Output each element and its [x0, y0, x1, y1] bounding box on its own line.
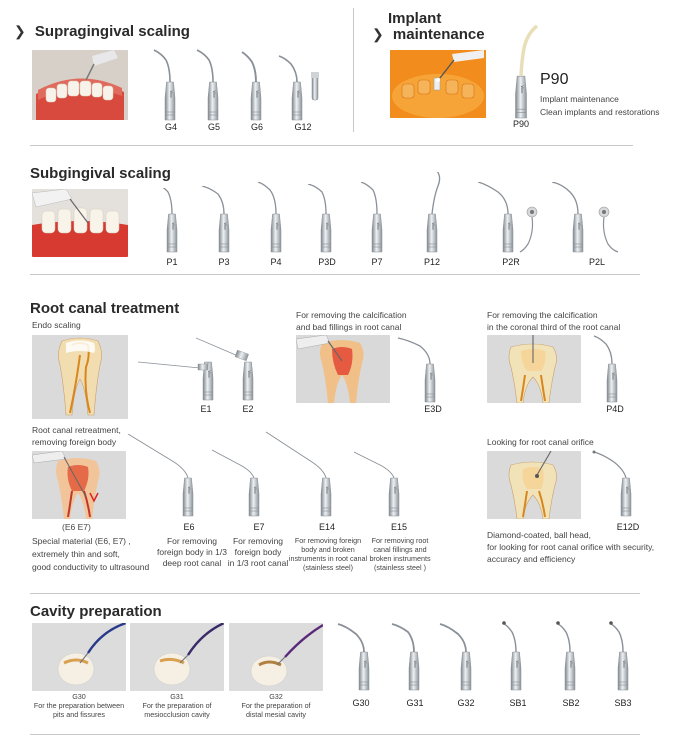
tip-p3d-label: P3D	[318, 257, 336, 267]
coronal-tooth-photo	[487, 335, 581, 403]
tip-p2r-image	[476, 182, 548, 256]
tip-g32-label: G32	[457, 698, 475, 708]
tip-p4d-label: P4D	[606, 404, 624, 414]
tip-p1-image	[154, 188, 186, 256]
e7-desc	[222, 536, 294, 569]
tip-e12d-image	[590, 446, 640, 520]
section-divider-vertical	[353, 8, 354, 132]
subgingival-photo	[32, 189, 128, 257]
cavity-caption-g31	[130, 692, 224, 719]
tip-p4d-image	[590, 332, 634, 406]
e7-desc-3: in 1/3 root canal	[227, 558, 289, 568]
e15-desc-1: For removing root	[371, 536, 429, 545]
retreat-tooth-photo	[32, 451, 126, 519]
tip-p90-image	[507, 22, 539, 122]
tip-p12-label: P12	[423, 257, 440, 267]
implant-desc-1: Implant maintenance	[540, 94, 619, 104]
e15-desc-2: canal fillings and	[373, 545, 427, 554]
tip-g4-image	[150, 48, 186, 124]
endo-tooth-photo	[32, 335, 128, 419]
tip-g4-label: G4	[164, 122, 177, 132]
implant-heading-line2	[372, 26, 485, 43]
tip-g6-image	[236, 48, 272, 124]
tip-g30-image	[336, 618, 376, 694]
e14-desc-1: For removing foreign	[294, 536, 362, 545]
implant-title-line2: maintenance	[392, 26, 485, 43]
tip-g12-image	[275, 48, 327, 124]
tip-p2r-label: P2R	[502, 257, 520, 267]
cavity-caption-g30-line1: For the preparation between	[33, 701, 125, 710]
material-line2: Special material (E6, E7) ,	[32, 536, 131, 546]
e15-desc-4: (stainless steel )	[374, 563, 426, 572]
orifice-note: Looking for root canal orifice	[487, 437, 594, 447]
section-divider	[30, 145, 633, 146]
section-divider	[30, 593, 640, 594]
implant-photo	[390, 50, 486, 118]
tip-p2l-image	[550, 182, 622, 256]
tip-p3d-image	[304, 184, 340, 256]
tip-e15-image	[352, 450, 408, 520]
tip-g5-image	[193, 48, 229, 124]
cavity-caption-g30-tip: G30	[72, 692, 86, 701]
tip-p4-image	[254, 182, 290, 256]
tip-e7-label: E7	[253, 522, 265, 532]
e14-desc-3: instruments in root canal	[288, 554, 368, 563]
tip-p90-label: P90	[512, 119, 529, 129]
tip-p1-label: P1	[166, 257, 178, 267]
e6-desc-2: foreign body in 1/3	[157, 547, 227, 557]
tip-e3d-label: E3D	[424, 404, 442, 414]
cavity-caption-g31-line1: For the preparation of	[142, 701, 212, 710]
tip-e7-image	[210, 446, 266, 520]
retreat-line1: Root canal retreatment,	[32, 425, 121, 435]
e6-desc-3: deep root canal	[162, 558, 222, 568]
tip-g5-label: G5	[207, 122, 220, 132]
chevron-right-icon: ❯	[372, 26, 384, 42]
e14-desc	[288, 536, 368, 572]
tip-p2l-label: P2L	[588, 257, 605, 267]
tip-e14-image	[262, 430, 338, 520]
supragingival-title: Supragingival scaling	[34, 23, 190, 40]
tip-g32-image	[438, 618, 478, 694]
cavity-caption-g31-line2: mesiocclusion cavity	[144, 710, 210, 719]
e15-desc-3: broken instruments	[369, 554, 431, 563]
e14-desc-2: body and broken	[301, 545, 355, 554]
material-line3: extremely thin and soft,	[32, 549, 120, 559]
tip-g30-label: G30	[352, 698, 370, 708]
tip-p4-label: P4	[270, 257, 282, 267]
e6-desc-1: For removing	[166, 536, 218, 546]
tip-e15-label: E15	[390, 522, 407, 532]
tip-e2-image	[196, 334, 260, 406]
e7-desc-2: foreign body	[234, 547, 282, 557]
cavity-caption-g32-line1: For the preparation of	[241, 701, 311, 710]
implant-heading	[388, 10, 441, 27]
e15-desc	[362, 536, 438, 572]
tip-p3-label: P3	[218, 257, 230, 267]
tip-e6-image	[126, 434, 202, 520]
coronal-note-line2: in the coronal third of the root canal	[487, 322, 621, 332]
calc-note-line1: For removing the calcification	[296, 310, 407, 320]
tip-p7-label: P7	[371, 257, 383, 267]
cavity-photo-g32	[229, 623, 323, 691]
tip-p7-image	[357, 182, 393, 256]
cavity-photo-g30	[32, 623, 126, 691]
material-line1: (E6 E7)	[62, 522, 91, 532]
tip-e2-label: E2	[242, 404, 254, 414]
material-line4: good conductivity to ultrasound	[32, 562, 150, 572]
supragingival-heading	[14, 23, 190, 40]
cavity-caption-g32	[229, 692, 323, 719]
supragingival-photo	[32, 50, 128, 120]
section-divider	[30, 274, 640, 275]
tip-e3d-image	[396, 330, 440, 406]
section-divider	[30, 734, 640, 735]
retreat-line2: removing foreign body	[32, 437, 117, 447]
diamond-line3: accuracy and efficiency	[487, 554, 576, 564]
cavity-caption-g31-tip: G31	[170, 692, 184, 701]
chevron-right-icon: ❯	[14, 23, 26, 39]
tip-g12-label: G12	[294, 122, 312, 132]
tip-sb3-image	[603, 616, 639, 694]
calc-note-line2: and bad fillings in root canal	[296, 322, 402, 332]
tip-sb2-image	[550, 616, 586, 694]
cavity-caption-g32-tip: G32	[269, 692, 283, 701]
tip-e14-label: E14	[318, 522, 335, 532]
coronal-note-line1: For removing the calcification	[487, 310, 598, 320]
root-canal-title: Root canal treatment	[30, 300, 180, 317]
calc-tooth-photo	[296, 335, 390, 403]
tip-e6-label: E6	[183, 522, 195, 532]
tip-p3-image	[202, 186, 238, 256]
diamond-line1: Diamond-coated, ball head,	[487, 530, 591, 540]
implant-tip-name: P90	[540, 71, 569, 88]
cavity-caption-g32-line2: distal mesial cavity	[246, 710, 306, 719]
tip-sb2-label: SB2	[562, 698, 580, 708]
tip-sb3-label: SB3	[614, 698, 632, 708]
tip-p12-image	[420, 172, 450, 256]
tip-g6-label: G6	[250, 122, 263, 132]
cavity-caption-g30	[32, 692, 126, 719]
tip-sb1-image	[496, 616, 532, 694]
tip-e12d-label: E12D	[616, 522, 640, 532]
orifice-tooth-photo	[487, 451, 581, 519]
e7-desc-1: For removing	[232, 536, 284, 546]
cavity-title: Cavity preparation	[30, 603, 162, 620]
tip-g31-image	[388, 618, 428, 694]
diamond-line2: for looking for root canal orifice with security,	[487, 542, 655, 552]
implant-desc-2: Clean implants and restorations	[540, 107, 660, 117]
tip-g31-label: G31	[406, 698, 424, 708]
implant-title-line1: Implant	[388, 10, 442, 27]
subgingival-title: Subgingival scaling	[30, 165, 171, 182]
e6-desc	[152, 536, 232, 569]
tip-sb1-label: SB1	[509, 698, 527, 708]
tip-e1-label: E1	[200, 404, 212, 414]
cavity-caption-g30-line2: pits and fissures	[53, 710, 105, 719]
cavity-photo-g31	[130, 623, 224, 691]
e14-desc-4: (stainless steel)	[303, 563, 353, 572]
endo-scaling-label: Endo scaling	[32, 320, 81, 330]
